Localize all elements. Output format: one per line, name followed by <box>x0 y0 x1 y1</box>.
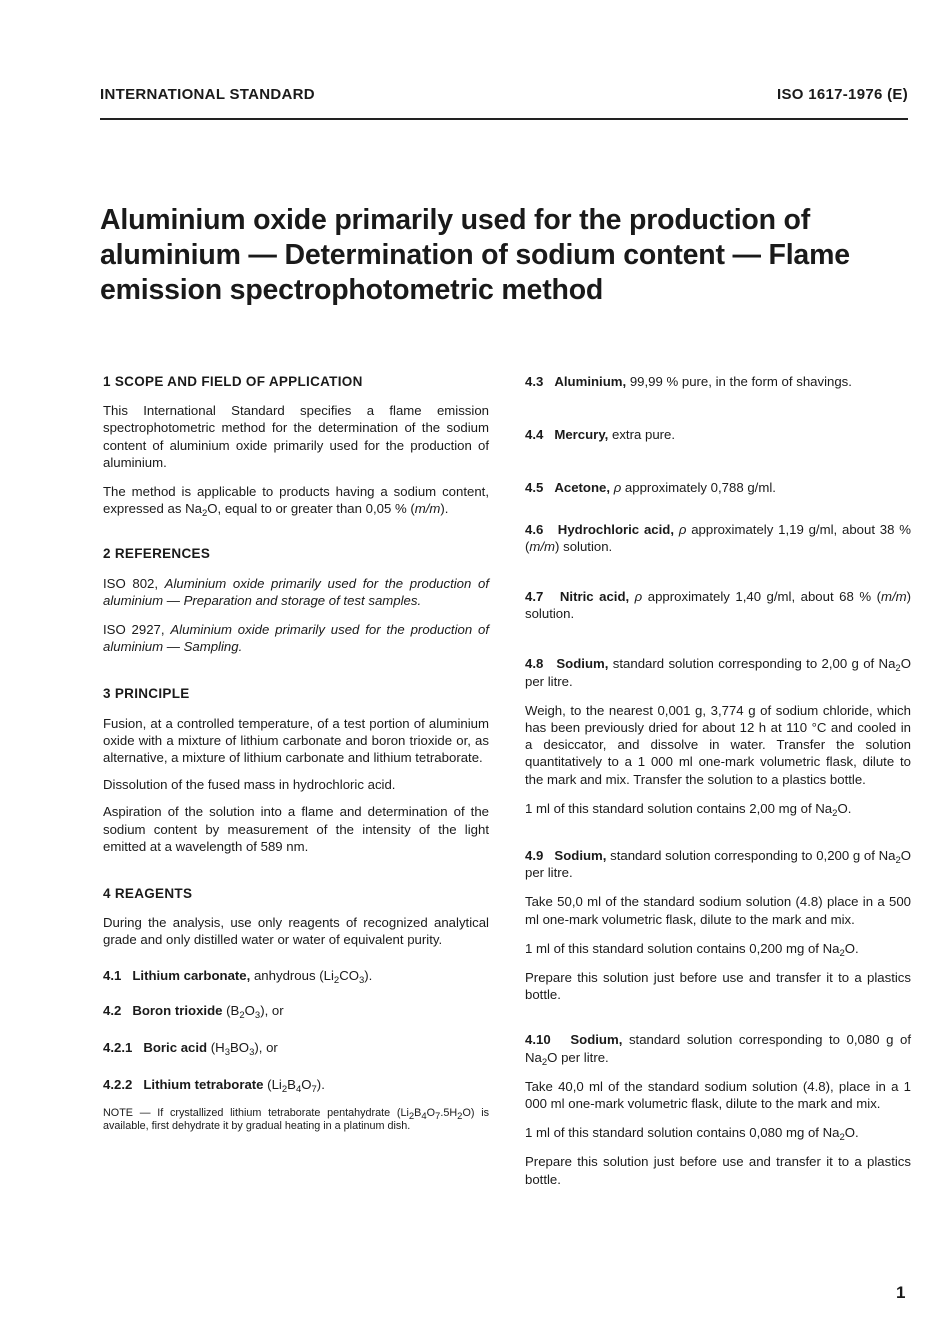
reagent-4-7: 4.7 Nitric acid, ρ approximately 1,40 g/ml, about 68 % (m/m) solution. <box>525 589 912 622</box>
document-title: Aluminium oxide primarily used for the production of aluminium — Determination of sodium content — Flame emission spectrophotometric method <box>100 204 850 306</box>
section-1-heading: 1 SCOPE AND FIELD OF APPLICATION <box>103 374 363 389</box>
right-column <box>525 373 911 1188</box>
section-3-paragraph: Dissolution of the fused mass in hydrochloric acid. <box>103 777 396 793</box>
reagent-4-5: 4.5 Acetone, ρ approximately 0,788 g/ml. <box>525 480 776 496</box>
section-3-paragraph: Aspiration of the solution into a flame and determination of the sodium content by measurement of the intensity of the light emitted at a wavelength of 589 nm. <box>103 804 489 854</box>
reagent-4-10: 4.10 Sodium, standard solution corresponding to 0,080 g of $Na_2O$ per litre. <box>525 1032 911 1068</box>
header-standard-label: INTERNATIONAL STANDARD <box>100 86 315 103</box>
reagent-4-1: 4.1 Lithium carbonate, anhydrous $(Li_2CO_3)$. <box>103 967 373 986</box>
reference-item: ISO 2927, Aluminium oxide primarily used for the production of aluminium — Sampling. <box>103 622 489 655</box>
reagent-4-2-1: 4.2.1 Boric acid $(H_3BO_3)$, or <box>103 1040 278 1059</box>
left-column <box>103 373 489 1133</box>
reagent-4-2: 4.2 Boron trioxide $(B_2O_3)$, or <box>103 1002 284 1021</box>
section-4-heading: 4 REAGENTS <box>103 886 193 902</box>
reagent-4-9-procedure: Take 50,0 ml of the standard sodium solution (4.8) place in a 500 ml one-mark volumetric flask, dilute to the mark and mix. <box>525 894 911 927</box>
reagent-4-9-concentration: 1 ml of this standard solution contains 0,200 mg of $Na_2O$. <box>525 940 859 959</box>
section-1-paragraph: The method is applicable to products having a sodium content, expressed as $Na_2O$, equal to or greater than 0,05 % (m/m). <box>103 484 489 520</box>
reagent-4-8-concentration: 1 ml of this standard solution contains 2,00 mg of $Na_2O$. <box>525 800 852 819</box>
reference-item: ISO 802, Aluminium oxide primarily used for the production of aluminium — Preparation and storage of test samples. <box>103 575 489 608</box>
reagent-4-6: 4.6 Hydrochloric acid, ρ approximately 1,19 g/ml, about 38 % (m/m) solution. <box>525 521 912 554</box>
reagent-4-10-procedure: Take 40,0 ml of the standard sodium solution (4.8), place in a 1 000 ml one-mark volumetric flask, dilute to the mark and mix. <box>525 1078 911 1112</box>
reagent-4-10-concentration: 1 ml of this standard solution contains 0,080 mg of $Na_2O$. <box>525 1125 859 1144</box>
reagent-4-4: 4.4 Mercury, extra pure. <box>525 427 676 443</box>
reagent-4-10-storage: Prepare this solution just before use and transfer it to a plastics bottle. <box>525 1154 911 1187</box>
reagent-4-2-2: 4.2.2 Lithium tetraborate $(Li_2B_4O_7)$. <box>103 1077 325 1096</box>
reagent-4-9-storage: Prepare this solution just before use and transfer it to a plastics bottle. <box>525 970 911 1003</box>
header-document-number: ISO 1617-1976 (E) <box>776 86 908 103</box>
section-1-paragraph: This International Standard specifies a flame emission spectrophotometric method for the determination of the sodium content of aluminium oxide primarily used for the production of aluminium. <box>103 403 489 470</box>
section-3-paragraph: Fusion, at a controlled temperature, of a test portion of aluminium oxide with a mixture of lithium carbonate and boron trioxide or, as alternative, a mixture of lithium carbonate and lithium tetraborate. <box>103 715 489 766</box>
section-4-intro: During the analysis, use only reagents of recognized analytical grade and only distilled water or water of equivalent purity. <box>103 915 489 948</box>
page-number: 1 <box>896 1283 906 1302</box>
note-paragraph: NOTE — If crystallized lithium tetraborate pentahydrate $(Li_2B_4O_7.5H_2O)$ is available, first dehydrate it by gradual heating in a platinum dish. <box>103 1107 489 1133</box>
reagent-4-8-procedure: Weigh, to the nearest 0,001 g, 3,774 g of sodium chloride, which has been previously dried for about 12 h at 110 °C and cooled in a desiccator, and dissolve in water. Transfer the solution quantitatively to a 1 000 ml one-mark volumetric flask, dilute to the mark and mix. Transfer the solution to a plastics bottle. <box>525 702 911 787</box>
reagent-4-3: 4.3 Aluminium, 99,99 % pure, in the form of shavings. <box>525 374 852 389</box>
section-2-heading: 2 REFERENCES <box>103 546 211 562</box>
reagent-4-8: 4.8 Sodium, standard solution corresponding to 2,00 g of $Na_2O$ per litre. <box>525 656 911 689</box>
reagent-4-9: 4.9 Sodium, standard solution corresponding to 0,200 g of $Na_2O$ per litre. <box>525 848 911 881</box>
section-3-heading: 3 PRINCIPLE <box>103 686 190 702</box>
header-rule <box>100 118 908 120</box>
